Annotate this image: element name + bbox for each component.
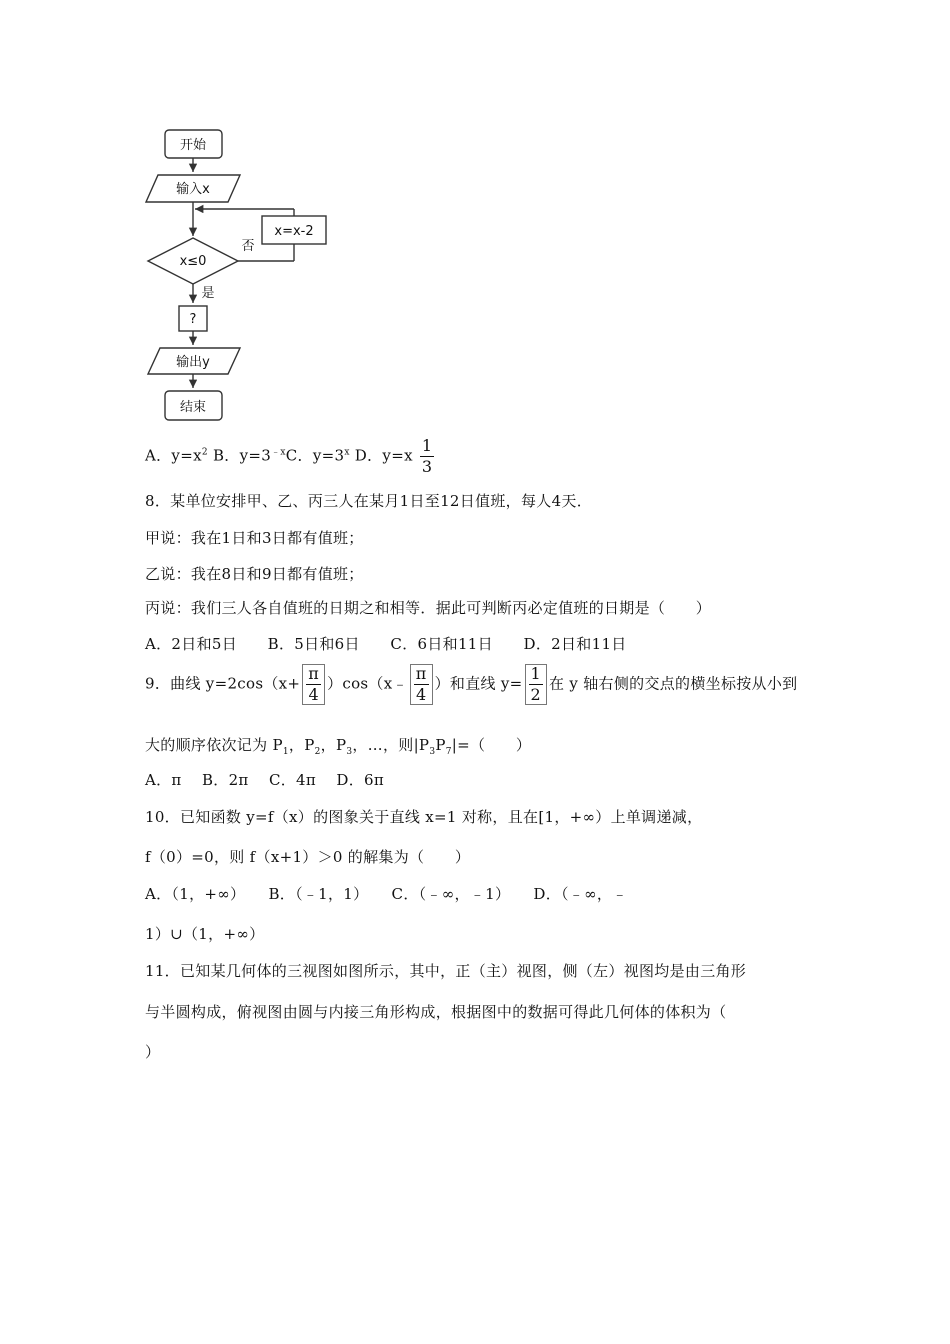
start-label: 开始 bbox=[179, 138, 207, 153]
q10-stem: 10．已知函数 y=f（x）的图象关于直线 x=1 对称，且在[1，+∞）上单调递减， bbox=[145, 808, 703, 826]
no-label: 否 bbox=[241, 239, 255, 254]
fraction-pi-over-4: $\frac{\pi}{4}$ bbox=[302, 664, 325, 705]
end-label: 结束 bbox=[179, 400, 207, 415]
q9-stem: 9．曲线 y=2cos（x+ $\frac{\pi}{4}$ ）cos（x﹣ $\frac{\pi}{4}$ ）和直线 y= $\frac{1}{2}$ 在 y 轴右侧的交点的横坐标按从小到 bbox=[145, 664, 798, 704]
q10-options-line2: 1）∪（1，+∞） bbox=[145, 925, 265, 943]
q7-options: A．$y=x^2$ B．$y=3^{﹣x}C$．$y=3^x$ D．y=x $\frac{1}{3}$ bbox=[145, 436, 433, 476]
flowchart bbox=[140, 120, 340, 430]
q11-stem-line3: ） bbox=[145, 1043, 161, 1061]
q10-options: A．（1，+∞） B．（﹣1，1） C．（﹣∞，﹣1） D．（﹣∞，﹣ bbox=[145, 885, 628, 903]
condition-label: x≤0 bbox=[179, 254, 207, 269]
q8-options: A．2日和5日 B．5日和6日 C．6日和11日 D．2日和11日 bbox=[145, 635, 627, 653]
input-label: 输入x bbox=[176, 182, 210, 197]
fraction-pi-over-4: $\frac{\pi}{4}$ bbox=[410, 664, 433, 705]
fraction-one-third: $\frac{1}{3}$ bbox=[421, 436, 433, 476]
q9-options: A．π B．2π C．4π D．6π bbox=[145, 771, 385, 789]
q8-jia: 甲说：我在1日和3日都有值班； bbox=[145, 529, 364, 547]
q8-bing: 丙说：我们三人各自值班的日期之和相等．据此可判断丙必定值班的日期是（ ） bbox=[145, 599, 712, 617]
q8-stem: 8．某单位安排甲、乙、丙三人在某月1日至12日值班，每人4天． bbox=[145, 492, 593, 510]
yes-label: 是 bbox=[201, 286, 215, 301]
q10-stem-line2: f（0）=0，则 f（x+1）＞0 的解集为（ ） bbox=[145, 848, 471, 866]
q11-stem: 11．已知某几何体的三视图如图所示，其中，正（主）视图，侧（左）视图均是由三角形 bbox=[145, 962, 747, 980]
q9-stem-line2: 大的顺序依次记为 $P_1$，$P_2$，$P_3$，…，则$|P_3P_7|=$（ ） bbox=[145, 736, 532, 757]
unknown-label: ? bbox=[189, 312, 197, 327]
fraction-one-half: $\frac{1}{2}$ bbox=[525, 664, 547, 705]
q8-yi: 乙说：我在8日和9日都有值班； bbox=[145, 565, 364, 583]
q11-stem-line2: 与半圆构成，俯视图由圆与内接三角形构成，根据图中的数据可得此几何体的体积为（ bbox=[145, 1003, 727, 1021]
update-label: x=x-2 bbox=[274, 224, 314, 239]
output-label: 输出y bbox=[176, 355, 210, 370]
